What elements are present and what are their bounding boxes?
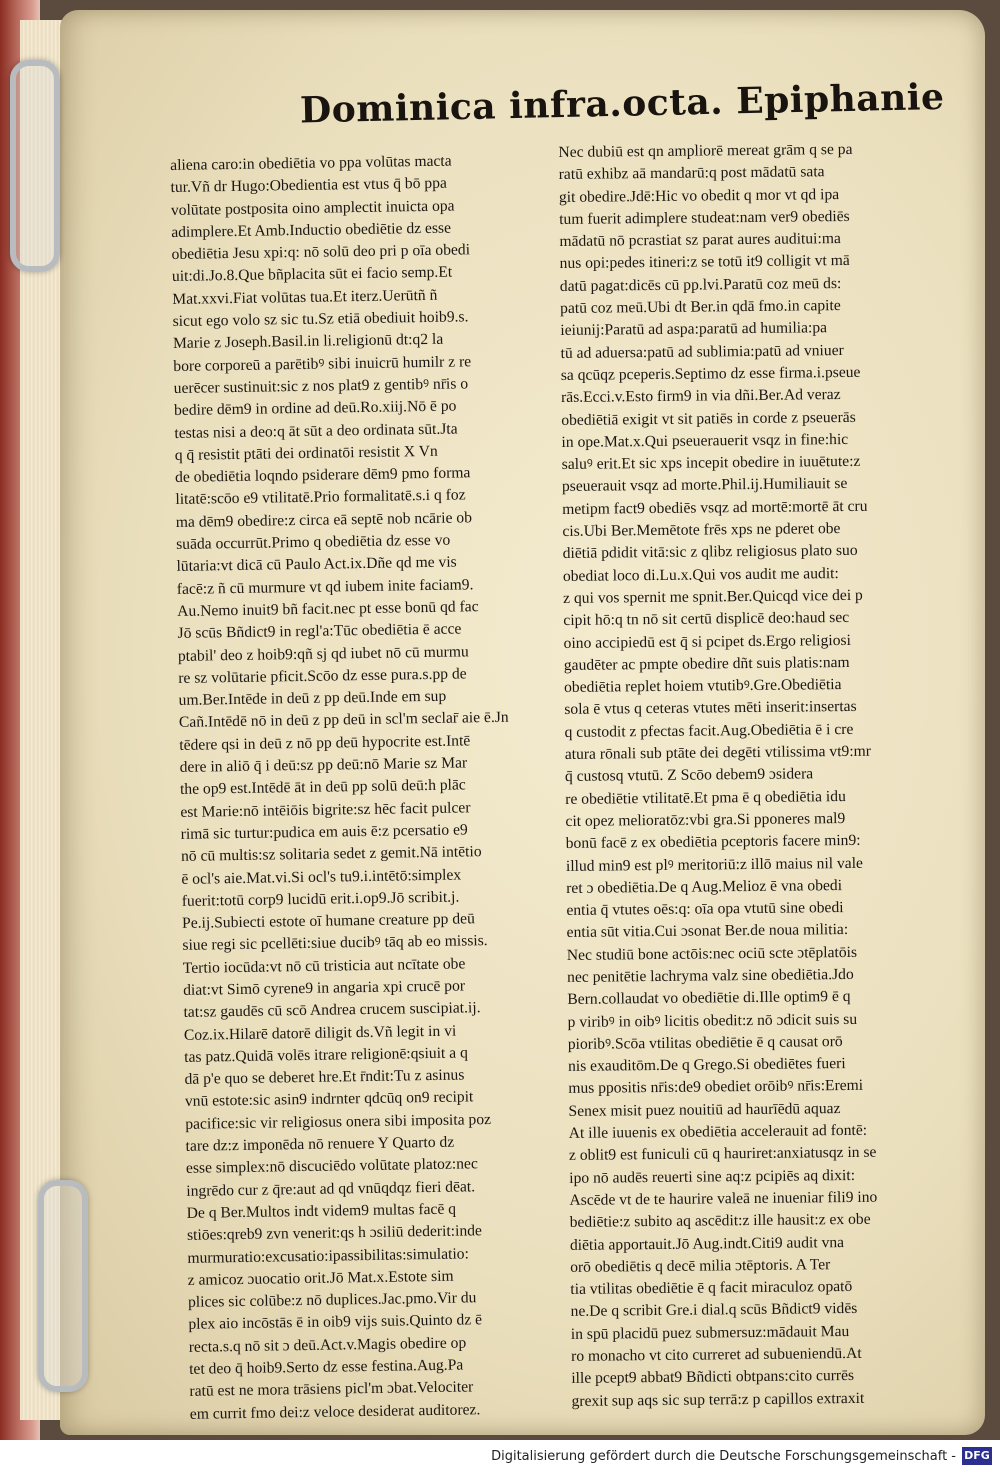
text-line: volūtate postposita oino amplectit inuicta opa [170, 197, 455, 219]
text-line: ingrēdo cur z q̄re:aut ad qd vnūqdqz fieri dēat. [186, 1177, 476, 1200]
text-line: bore corporeū a parētibꝰ sibi inuicrū humilr z re [173, 352, 472, 375]
text-line: q q̄ resistit ptāti dei ordinatōi resistit X Vn [174, 442, 438, 464]
text-line: ma dēm9 obedire:z circa eā septē nob ncārie ob [175, 509, 473, 531]
text-line: tur.Vñ dr Hugo:Obedientia est vtus q̄ bō ppa [170, 174, 447, 197]
text-line: stiōes:qreb9 zvn venerit:qs h ɔsiliū dederit:inde [186, 1222, 483, 1245]
text-line: Jō scūs Bñdict9 in regl'a:Tūc obediētia ē acce [177, 620, 462, 643]
text-line: mus ppositis nr̄is:de9 obediet orōibꝰ nr̄is:Eremi [568, 1077, 864, 1098]
text-line: git obedire.Jdē:Hic vo obedit q mor vt qd ipa [558, 185, 840, 206]
text-line: mādatū nō pcrastiat sz parat aures auditui:ma [559, 230, 841, 251]
text-line: litatē:scōo e9 vtilitatē.Prio formalitatē.s.i q foz [175, 486, 466, 509]
text-line: De q Ber.Multos indt videm9 multas facē q [186, 1200, 457, 1222]
text-line: nus opi:pedes itineri:z se totū it9 colligit vt mā [559, 252, 850, 273]
text-line: dā p'e quo se deberet hre.Et r̄ndit:Tu z asinus [184, 1066, 465, 1089]
text-line: ptabil' deo z hoib9:qñ sj qd iubet nō cū murmu [177, 642, 469, 665]
text-line: diētia apportauit.Jō Aug.indt.Citi9 audit vna [569, 1233, 845, 1254]
dfg-logo: DFG [962, 1447, 992, 1465]
text-line: grexit sup aqs sic sup terrā:z p capillos extraxit [571, 1389, 865, 1410]
text-line: datū pagat:dicēs cū pp.lvi.Paratū coz meū ds: [559, 274, 842, 295]
text-line: fuerit:totū corp9 lucidū erit.i.op9.Jō scribit.j. [181, 888, 460, 910]
text-line: em currit fmo dei:z veloce desiderat auditorez. [189, 1400, 481, 1423]
text-line: tia vtilitas obediētie ē q facit miraculoz opatō [570, 1278, 853, 1299]
text-line: ret ɔ obediētia.De q Aug.Melioz ē vna obedi [566, 876, 843, 897]
text-line: ne.De q scribit Gre.i dial.q scūs Bñdict9 vidēs [570, 1300, 858, 1321]
text-line: bonū facē z ex obediētia pceptoris facere min9: [565, 832, 861, 853]
text-line: q̄ custosq vtutū. Z Scōo debem9 ɔsidera [564, 765, 814, 786]
text-line: dere in aliō q̄ i deū:sz pp deū:nō Marie sz Mar [179, 754, 468, 776]
text-line: oino accipiedū est q̄ si pcipet ds.Ergo religiosi [563, 631, 851, 652]
text-line: Coz.ix.Hilarē datorē diligit ds.Vñ legit in vi [183, 1022, 457, 1044]
text-line: Marie z Joseph.Basil.in li.religionū dt:q2 la [172, 331, 444, 353]
text-line: the op9 est.Intēdē āt in deū pp solū deū:h plāc [179, 776, 466, 799]
text-line: Bern.collaudat vo obediētie di.Ille optim9 ē q [567, 988, 851, 1009]
text-line: plices sic colūbe:z nō duplices.Jac.pmo.Vir du [187, 1289, 477, 1311]
text-line: ille pcept9 abbat9 Bñdicti obtpans:cito currēs [571, 1367, 855, 1388]
text-line: p viribꝰ in oibꝰ licitis obedit:z nō ɔdicit suis su [567, 1010, 858, 1031]
text-line: gaudēter ac pmpte obedire dñt suis platis:nam [563, 653, 850, 674]
text-line: tas patz.Quidā volēs itrare religionē:qsiuit a q [184, 1044, 468, 1066]
text-line: illud min9 est plꝰ meritoriū:z illō maius nil vale [565, 854, 864, 875]
text-line: sicut ego volo sz sic tu.Sz etiā obediuit hoib9.s. [172, 308, 469, 331]
text-line: ratū exhibz aā mandarū:q post mādatū sata [558, 163, 825, 184]
text-line: Au.Nemo inuit9 bñ facit.nec pt esse bonū qd fac [177, 598, 479, 620]
text-line: Nec studiū bone actōis:nec ociū scte ɔtēplatōis [566, 943, 858, 964]
text-line: cit opez melioratōz:vbi gra.Si pponeres mal9 [565, 809, 846, 830]
text-line: lūtaria:vt dicā cū Paulo Act.ix.Dñe qd me vis [176, 553, 457, 576]
text-line: tū ad aduersa:patū ad sublimia:patū ad vniuer [560, 341, 844, 362]
funding-credit: Digitalisierung gefördert durch die Deutsche Forschungsgemeinschaft - [491, 1449, 956, 1464]
text-line: Nec dubiū est qn ampliorē mereat grām q se pa [558, 140, 853, 161]
text-line: tet deo q̄ hoib9.Serto dz esse festina.Aug.Pa [188, 1356, 464, 1378]
text-line: cis.Ubi Ber.Memētote frēs xps ne pderet obe [562, 520, 841, 541]
text-line: metipm fact9 obediēs vsqz ad mortē:mortē āt cru [562, 497, 868, 518]
text-line: At ille iuuenis ex obediētia accelerauit ad fontē: [568, 1121, 868, 1142]
text-line: diētiā pdidit vitā:sic z qlibz religiosus plato suo [562, 542, 858, 563]
text-line: obediētia Jesu xpi:q: nō solū deo pri p oīa obedi [171, 241, 471, 264]
text-line: Cañ.Intēdē nō in deū z pp deū in scl'm seclar̄ aie ē.Jn [178, 709, 509, 732]
text-line: q custodit z pfectas facit.Aug.Obediētia ē i cre [564, 720, 854, 741]
text-line: rās.Ecci.v.Esto firm9 in via dñi.Ber.Ad veraz [560, 386, 841, 407]
text-line: Senex misit puez nouitiū ad haurīēdū aquaz [568, 1099, 841, 1120]
text-line: re obediētie vtilitatē.Et pma ē q obediētia idu [565, 787, 846, 808]
text-line: entia q̄ vtutes oēs:q: oīa opa vtutū sine obedi [566, 899, 844, 920]
text-line: nis exauditōm.De q Grego.Si obediētes fueri [567, 1055, 846, 1076]
text-line: esse simplex:nō discuciēdo volūtate platoz:nec [185, 1155, 478, 1178]
text-line: siue regi sic pcellēti:siue ducibꝰ tāq ab eo missis. [182, 932, 488, 955]
text-line: re sz volūtarie pficit.Scōo dz esse pura.s.pp de [178, 665, 467, 687]
right-text-column [558, 138, 943, 1413]
text-line: um.Ber.Intēde in deū z pp deū.Inde em sup [178, 687, 447, 710]
text-line: nō cū multis:sz solitaria sedet z gemit.Nā intētio [180, 843, 482, 866]
text-line: obediētia replet hoiem vtutibꝰ.Gre.Obediētia [563, 676, 842, 697]
text-line: Tertio iocūda:vt nō cū tristicia aut ncītate obe [182, 955, 466, 977]
text-line: saluꝰ erit.Et sic xps incepit obedire in iuuētute:z [561, 452, 861, 474]
text-line: pioribꝰ.Scōa vtilitas obediētie ē q causat orō [567, 1032, 843, 1053]
text-line: cipit hō:q tn nō sit certū displicē deo:haud sec [563, 609, 850, 630]
running-head: Dominica infra.octa. Epiphanie [299, 75, 945, 132]
text-line: z amicoz ɔuocatio orit.Jō Mat.x.Estote sim [187, 1267, 454, 1289]
text-line: ieiunij:Paratū ad aspa:paratū ad humilia:pa [560, 319, 828, 340]
text-line: Pe.ij.Subiecti estote oī humane creature pp deū [181, 910, 475, 932]
text-line: aliena caro:in obediētia vo ppa volūtas macta [170, 152, 452, 174]
text-line: facē:z ñ cū murmure vt qd iubem inite faciam9. [176, 575, 474, 598]
text-line: obediētiā exigit vt sit patiēs in corde z pseuerās [561, 408, 856, 429]
text-line: bedire dēm9 in ordine ad deū.Ro.xiij.Nō ē po [173, 397, 457, 420]
text-line: atura rōnali sub ptāte dei degēti vtilissima vt9:mr [564, 742, 872, 763]
text-line: in spū placidū puez submersuz:mādauit Mau [570, 1322, 850, 1343]
text-line: orō obediētis q decē milia ɔtēptoris. A Ter [570, 1256, 831, 1276]
text-line: suāda occurrūt.Primo q obediētia dz esse vo [176, 531, 451, 553]
text-line: plex aio incōstās ē in oib9 vijs suis.Quinto dz ē [188, 1311, 483, 1334]
left-text-column [170, 149, 560, 1426]
text-line: pseuerauit vsqz ad morte.Phil.ij.Humiliauit se [561, 475, 848, 496]
text-line: entia sūt vitia.Cui ɔsonat Ber.de noua militia: [566, 921, 849, 942]
text-line: ē ocl's aie.Mat.vi.Si ocl's tu9.i.intētō:simplex [181, 866, 462, 888]
paper-clip-bottom [38, 1180, 88, 1392]
text-line: rimā sic turtur:pudica em auis ē:z pcersatio e9 [180, 821, 468, 843]
text-line: uit:di.Jo.8.Que bñplacita sūt ei facio semp.Et [171, 264, 453, 286]
text-line: patū coz meū.Ubi dt Ber.in qdā fmo.in capite [560, 297, 841, 318]
text-line: Mat.xxvi.Fiat volūtas tua.Et iterz.Uerūtñ ñ [172, 286, 438, 308]
text-line: est Marie:nō intēiōis bigrite:sz hēc facit pulcer [180, 798, 471, 821]
text-line: z oblit9 est funiculi cū q hauriret:anxiatusqz in se [568, 1144, 877, 1165]
text-line: nec penitētie lachryma valz sine obediētia.Jdo [567, 965, 854, 986]
paper-clip-top [10, 60, 60, 272]
text-line: tum fuerit adimplere studeat:nam ver9 obediēs [559, 207, 850, 228]
footer-bar [0, 1440, 1000, 1473]
text-line: recta.s.q nō sit ɔ deū.Act.v.Magis obedire op [188, 1334, 467, 1356]
text-line: tēdere qsi in deū z nō pp deū hypocrite est.Intē [179, 732, 471, 754]
text-line: z qui vos spernit me spnit.Ber.Quicqd vice dei p [563, 586, 863, 607]
text-line: tare dz:z imponēda nō renuere Y Quarto dz [185, 1133, 455, 1155]
text-line: sola ē vtus q ceteras vtutes mēti inserit:insertas [564, 698, 857, 719]
text-line: Ascēde vt de te haurire valeā ne inueniar fili9 ino [569, 1188, 878, 1209]
text-line: obediat loco di.Lu.x.Qui vos audit me audit: [562, 564, 839, 585]
text-line: ratū est ne mora trāsiens picl'm ɔbat.Velociter [189, 1378, 474, 1401]
text-line: murmuratio:excusatio:ipassibilitas:simulatio: [187, 1244, 469, 1267]
text-line: de obediētia loqndo psiderare dēm9 pmo forma [174, 464, 471, 487]
text-line: ipo nō audēs reuerti sine aq:z pcipiēs aq dixit: [569, 1166, 856, 1187]
text-line: adimplere.Et Amb.Inductio obediētie dz esse [171, 219, 452, 241]
text-line: pacifice:sic vir religiosus onera sibi imposita poz [185, 1110, 492, 1133]
text-line: in ope.Mat.x.Qui pseuerauerit vsqz in fine:hic [561, 430, 849, 451]
text-line: tat:sz gaudēs cū scō Andrea crucem suscipiat.ij. [183, 999, 481, 1022]
text-line: ro monacho vt cito curreret ad subueniendū.At [570, 1344, 862, 1365]
text-line: sa qcūqz pceperis.Septimo dz esse firma.i.pseue [560, 363, 861, 384]
text-line: diat:vt Simō cyrene9 in angaria xpi crucē por [183, 977, 466, 999]
text-line: vnū estote:sic asin9 indrnter qdcūq on9 recipit [184, 1088, 474, 1111]
text-line: uerēcer sustinuit:sic z nos plat9 z gentibꝰ nr̄is o [173, 375, 469, 397]
text-line: bediētie:z subito aq ascēdit:z ille hausit:z ex obe [569, 1211, 871, 1232]
text-line: testas nisi a deo:q āt sūt a deo ordinata sūt.Jta [174, 420, 458, 442]
